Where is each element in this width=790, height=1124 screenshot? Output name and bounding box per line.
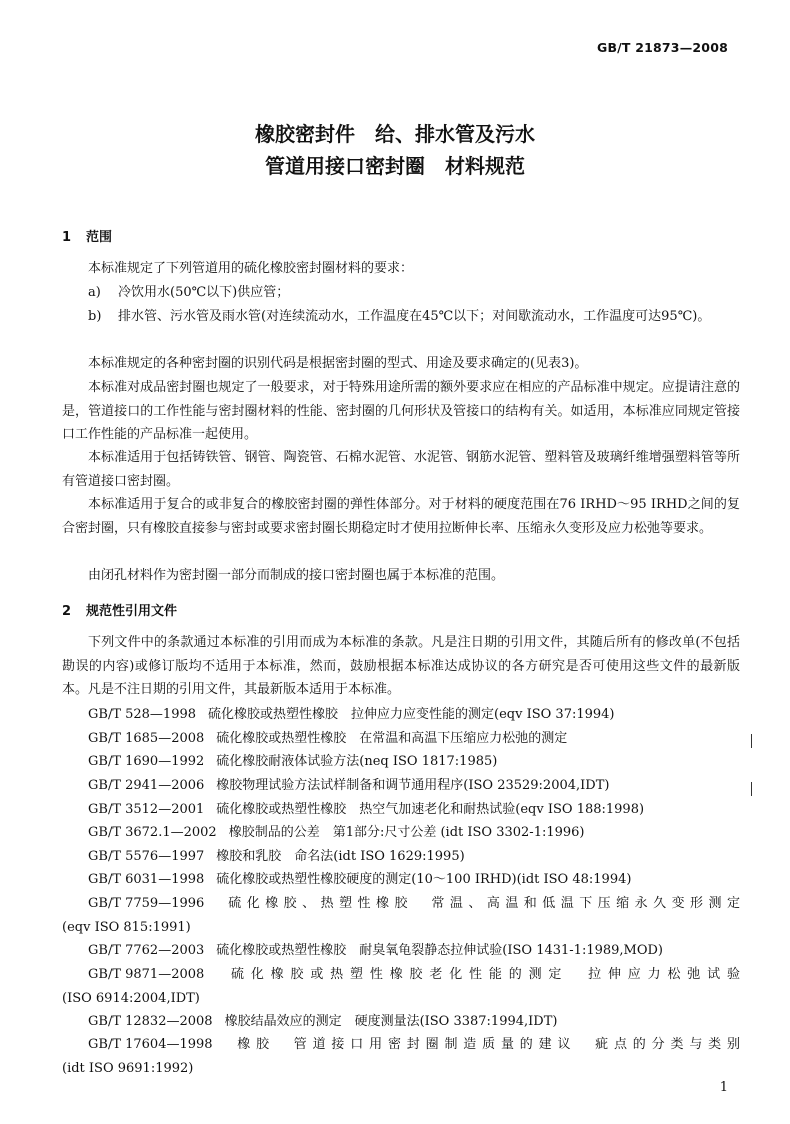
reference-title: 橡胶制品的公差 第1部分:尺寸公差 (idt ISO 3302-1:1996) xyxy=(228,825,585,840)
standard-code: GB/T 21873—2008 xyxy=(596,40,728,55)
change-bar xyxy=(751,782,752,796)
reference-entry xyxy=(62,892,740,939)
section-2-heading xyxy=(62,600,177,619)
reference-continuation: (ISO 6914:2004,IDT) xyxy=(62,990,200,1006)
reference-title: 橡胶结晶效应的测定 硬度测量法(ISO 3387:1994,IDT) xyxy=(224,1014,558,1029)
change-bar xyxy=(751,734,752,748)
section-number: 1 xyxy=(62,230,72,245)
reference-continuation: (idt ISO 9691:1992) xyxy=(62,1060,194,1076)
reference-title: 硫化橡胶或热塑性橡胶 在常温和高温下压缩应力松弛的测定 xyxy=(216,731,568,746)
list-item-text: 排水管、污水管及雨水管(对连续流动水，工作温度在45℃以下；对间歇流动水，工作温度可达95℃)。 xyxy=(118,309,711,324)
section-1-intro: 本标准规定了下列管道用的硫化橡胶密封圈材料的要求： xyxy=(88,261,414,276)
paragraph: 由闭孔材料作为密封圈一部分而制成的接口密封圈也属于本标准的范围。 xyxy=(88,568,505,583)
reference-code: GB/T 528—1998 xyxy=(88,707,197,722)
reference-title: 硫化橡胶或热塑性橡胶硬度的测定(10～100 IRHD)(idt ISO 48:1994) xyxy=(216,872,632,887)
section-1-heading xyxy=(62,226,112,245)
reference-line xyxy=(62,963,740,987)
reference-entry xyxy=(62,868,740,892)
page-number: 1 xyxy=(719,1080,728,1095)
reference-entry xyxy=(62,1010,740,1034)
section-title: 规范性引用文件 xyxy=(86,604,178,619)
list-item-label: a) xyxy=(88,285,101,300)
reference-entry xyxy=(62,798,740,822)
reference-entry xyxy=(62,845,740,869)
paragraph: 本标准规定的各种密封圈的识别代码是根据密封圈的型式、用途及要求确定的(见表3)。 xyxy=(88,356,588,371)
list-item-label: b) xyxy=(88,309,102,324)
list-item-text: 冷饮用水(50℃以下)供应管； xyxy=(118,285,290,300)
section-number: 2 xyxy=(62,604,72,619)
reference-title: 硫化橡胶或热塑性橡胶 拉伸应力应变性能的测定(eqv ISO 37:1994) xyxy=(208,707,615,722)
reference-title: 硫化橡胶或热塑性橡胶 热空气加速老化和耐热试验(eqv ISO 188:1998) xyxy=(216,802,645,817)
title-line-1: 橡胶密封件 给、排水管及污水 xyxy=(255,122,535,146)
reference-continuation: (eqv ISO 815:1991) xyxy=(62,919,191,935)
section-2-intro: 下列文件中的条款通过本标准的引用而成为本标准的条款。凡是注日期的引用文件，其随后所有的修改单(不包括勘误的内容)或修订版均不适用于本标准，然而，鼓励根据本标准达成协议的各方研究是否可使用这些文件的最新版本。凡是不注日期的引用文件，其最新版本适用于本标准。 xyxy=(62,635,740,698)
reference-entry xyxy=(62,750,740,774)
paragraph: 本标准对成品密封圈也规定了一般要求，对于特殊用途所需的额外要求应在相应的产品标准中规定。应提请注意的是，管道接口的工作性能与密封圈材料的性能、密封圈的几何形状及管接口的结构有关。如适用，本标准应同规定管接口工作性能的产品标准一起使用。 xyxy=(62,380,740,443)
reference-code: GB/T 3672.1—2002 xyxy=(88,825,217,840)
reference-title: 硫化橡胶或热塑性橡胶 耐臭氧龟裂静态拉伸试验(ISO 1431-1:1989,MOD) xyxy=(216,943,664,958)
reference-title: 硫化橡胶、热塑性橡胶 常温、高温和低温下压缩永久变形测定 xyxy=(228,896,740,911)
reference-entry xyxy=(62,939,740,963)
reference-code: GB/T 12832—2008 xyxy=(88,1014,213,1029)
reference-title: 硫化橡胶耐液体试验方法(neq ISO 1817:1985) xyxy=(216,754,498,769)
reference-code: GB/T 2941—2006 xyxy=(88,778,205,793)
reference-code: GB/T 1690—1992 xyxy=(88,754,205,769)
reference-title: 橡胶物理试验方法试样制备和调节通用程序(ISO 23529:2004,IDT) xyxy=(216,778,610,793)
title-line-2: 管道用接口密封圈 材料规范 xyxy=(265,154,525,178)
reference-title: 橡胶 管道接口用密封圈制造质量的建议 疵点的分类与类别 xyxy=(237,1037,740,1052)
reference-line xyxy=(62,1033,740,1057)
reference-entry xyxy=(62,727,740,751)
reference-line xyxy=(62,892,740,916)
reference-code: GB/T 3512—2001 xyxy=(88,802,205,817)
reference-entry xyxy=(62,963,740,1010)
paragraph: 本标准适用于复合的或非复合的橡胶密封圈的弹性体部分。对于材料的硬度范围在76 IRHD～95 IRHD之间的复合密封圈，只有橡胶直接参与密封或要求密封圈长期稳定时才使用拉断伸长率、压缩永久变形及应力松弛等要求。 xyxy=(62,497,740,536)
reference-title: 硫化橡胶或热塑性橡胶老化性能的测定 拉伸应力松弛试验 xyxy=(230,967,740,982)
paragraph: 本标准适用于包括铸铁管、钢管、陶瓷管、石棉水泥管、水泥管、钢筋水泥管、塑料管及玻璃纤维增强塑料管等所有管道接口密封圈。 xyxy=(62,450,740,489)
reference-entry xyxy=(62,821,740,845)
reference-code: GB/T 1685—2008 xyxy=(88,731,205,746)
reference-code: GB/T 17604—1998 xyxy=(88,1037,213,1052)
reference-entry xyxy=(62,774,740,798)
reference-code: GB/T 6031—1998 xyxy=(88,872,205,887)
reference-code: GB/T 5576—1997 xyxy=(88,849,205,864)
reference-entry xyxy=(62,1033,740,1080)
section-title: 范围 xyxy=(86,230,113,245)
reference-entry xyxy=(62,703,740,727)
reference-title: 橡胶和乳胶 命名法(idt ISO 1629:1995) xyxy=(216,849,465,864)
reference-code: GB/T 9871—2008 xyxy=(88,967,205,982)
reference-code: GB/T 7762—2003 xyxy=(88,943,205,958)
reference-code: GB/T 7759—1996 xyxy=(88,896,205,911)
